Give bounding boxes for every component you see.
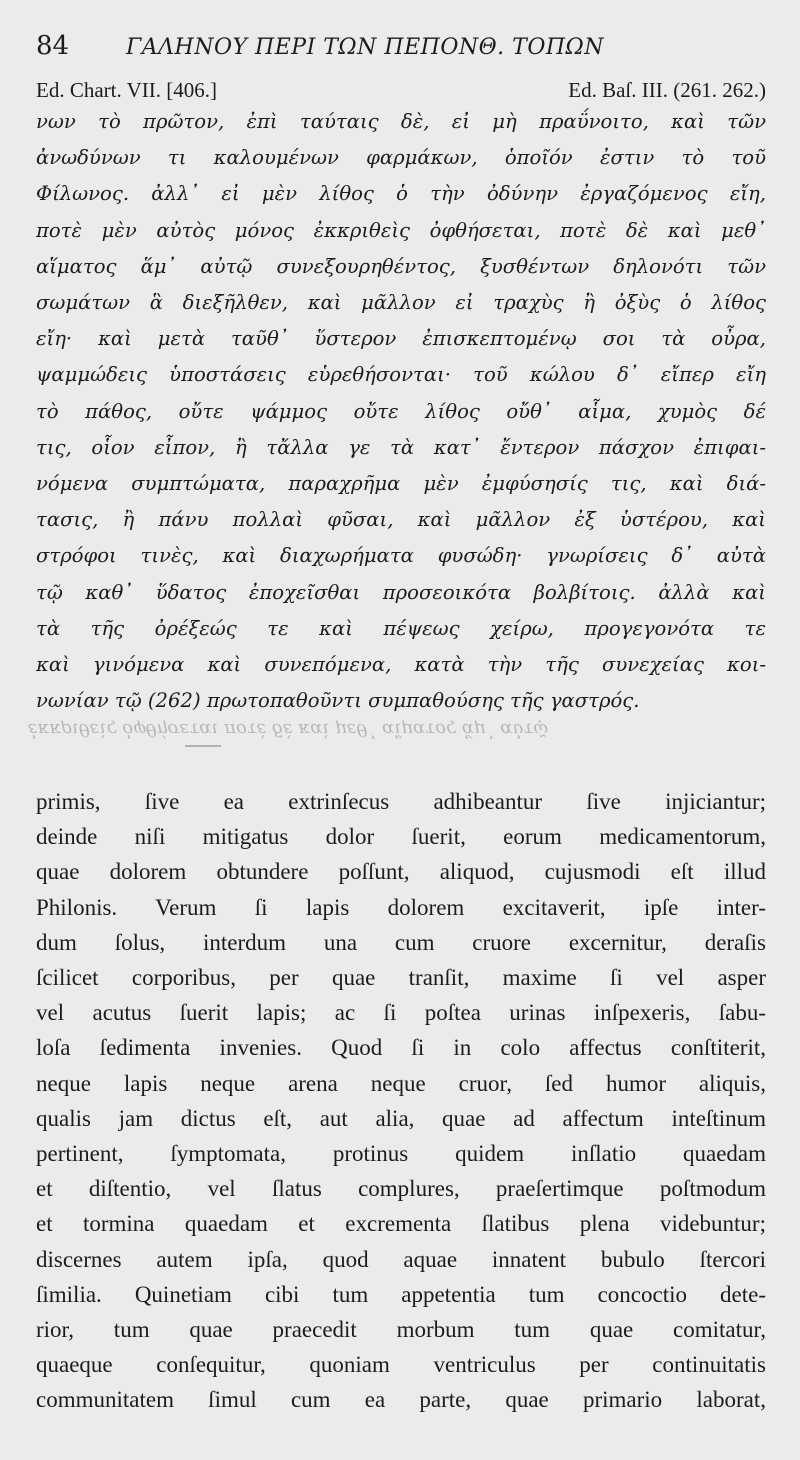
latin-line: Philonis. Verum ſi lapis dolorem excitaverit, ipſe inter- — [36, 894, 766, 920]
latin-line: vel acutus ſuerit lapis; ac ſi poſtea urinas inſpexeris, ſabu- — [36, 1000, 766, 1026]
latin-line: pertinent, ſymptomata, protinus quidem inſlatio quaedam — [36, 1141, 766, 1167]
latin-line: discernes autem ipſa, quod aquae innatent bubulo ſtercori — [36, 1246, 766, 1272]
edition-references — [36, 76, 766, 106]
greek-line: ἀνωδύνων τι καλουμένων φαρμάκων, ὁποῖόν ἐστιν τὸ τοῦ — [36, 146, 766, 170]
latin-line: neque lapis neque arena neque cruor, ſed humor aliquis, — [36, 1070, 766, 1096]
latin-text-block — [36, 784, 766, 1418]
edition-chartier-reference: Ed. Chart. VII. [406.] — [36, 78, 217, 102]
greek-line: τασις, ἢ πάνυ πολλαὶ φῦσαι, καὶ μᾶλλον ἐξ ὑστέρου, καὶ — [36, 508, 766, 532]
latin-line: rior, tum quae praecedit morbum tum quae comitatur, — [36, 1317, 766, 1343]
greek-line: Φίλωνος. ἀλλ᾽ εἰ μὲν λίθος ὁ τὴν ὀδύνην ἐργαζόμενος εἴη, — [36, 182, 766, 206]
latin-line: deinde niſi mitigatus dolor ſuerit, eorum medicamentorum, — [36, 824, 766, 850]
latin-line: quaeque conſequitur, quoniam ventriculus per continuitatis — [36, 1352, 766, 1378]
greek-line: καὶ γινόμενα καὶ συνεπόμενα, κατὰ τὴν τῆς συνεχείας κοι- — [36, 653, 766, 677]
latin-line: communitatem ſimul cum ea parte, quae primario laborat, — [36, 1387, 766, 1413]
greek-line: τὰ τῆς ὀρέξεώς τε καὶ πέψεως χείρω, προγεγονότα τε — [36, 616, 766, 640]
greek-line: τὸ πάθος, οὔτε ψάμμος οὔτε λίθος οὔθ᾽ αἷμα, χυμὸς δέ — [36, 399, 766, 423]
greek-text-block — [36, 104, 766, 719]
greek-line: σωμάτων ἃ διεξῆλθεν, καὶ μᾶλλον εἰ τραχὺς ἢ ὀξὺς ὁ λίθος — [36, 291, 766, 315]
latin-line: ſimilia. Quinetiam cibi tum appetentia tum concoctio dete- — [36, 1281, 766, 1307]
running-title: ΓΑΛΗΝΟΥ ΠΕΡΙ ΤΩΝ ΠΕΠΟΝΘ. ΤΟΠΩΝ — [126, 35, 605, 60]
greek-line: εἴη· καὶ μετὰ ταῦθ᾽ ὕστερον ἐπισκεπτομένῳ σοι τὰ οὖρα, — [36, 327, 766, 351]
greek-line: τῷ καθ᾽ ὕδατος ἐποχεῖσθαι προσεοικότα βολβίτοις. ἀλλὰ καὶ — [36, 580, 766, 604]
latin-line: primis, ſive ea extrinſecus adhibeantur ſive injiciantur; — [36, 789, 766, 814]
latin-line: et diſtentio, vel ſlatus complures, praeſertimque poſtmodum — [36, 1176, 766, 1202]
greek-line: νων τὸ πρῶτον, ἐπὶ ταύταις δὲ, εἰ μὴ πραΰνοιτο, καὶ τῶν — [36, 110, 766, 133]
show-through-text: ἐκκριθεὶς ὀφθήσεται ποτὲ δὲ καὶ μεθ᾽ αἵματος ἅμ᾽ αὐτῷ — [28, 719, 549, 740]
latin-line: quae dolorem obtundere poſſunt, aliquod, cujusmodi eſt illud — [36, 859, 766, 885]
greek-line: νόμενα συμπτώματα, παραχρῆμα μὲν ἐμφύσησίς τις, καὶ διά- — [36, 472, 766, 496]
greek-line: στρόφοι τινὲς, καὶ διαχωρήματα φυσώδη· γνωρίσεις δ᾽ αὐτὰ — [36, 544, 766, 568]
greek-line: ψαμμώδεις ὑποστάσεις εὑρεθήσονται· τοῦ κώλου δ᾽ εἴπερ εἴη — [36, 363, 766, 387]
page-header — [36, 30, 766, 70]
latin-line: ſcilicet corporibus, per quae tranſit, maxime ſi vel asper — [36, 965, 766, 991]
greek-line: νωνίαν τῷ (262) πρωτοπαθοῦντι συμπαθούσης τῆς γαστρός. — [36, 689, 640, 713]
edition-basel-reference: Ed. Baſ. III. (261. 262.) — [568, 78, 766, 102]
page-number: 84 — [36, 31, 70, 61]
greek-line: ποτὲ μὲν αὐτὸς μόνος ἐκκριθεὶς ὀφθήσεται, ποτὲ δὲ καὶ μεθ᾽ — [36, 218, 766, 242]
latin-line: dum ſolus, interdum una cum cruore excernitur, deraſis — [36, 929, 766, 955]
greek-line: αἵματος ἅμ᾽ αὐτῷ συνεξουρηθέντος, ξυσθέντων δηλονότι τῶν — [36, 254, 766, 278]
section-divider — [185, 745, 221, 747]
greek-line: τις, οἷον εἶπον, ἢ τἄλλα γε τὰ κατ᾽ ἔντερον πάσχον ἐπιφαι- — [36, 435, 766, 459]
latin-line: et tormina quaedam et excrementa ſlatibus plena videbuntur; — [36, 1211, 766, 1237]
latin-line: qualis jam dictus eſt, aut alia, quae ad affectum inteſtinum — [36, 1105, 766, 1131]
latin-line: loſa ſedimenta invenies. Quod ſi in colo affectus conſtiterit, — [36, 1035, 766, 1061]
